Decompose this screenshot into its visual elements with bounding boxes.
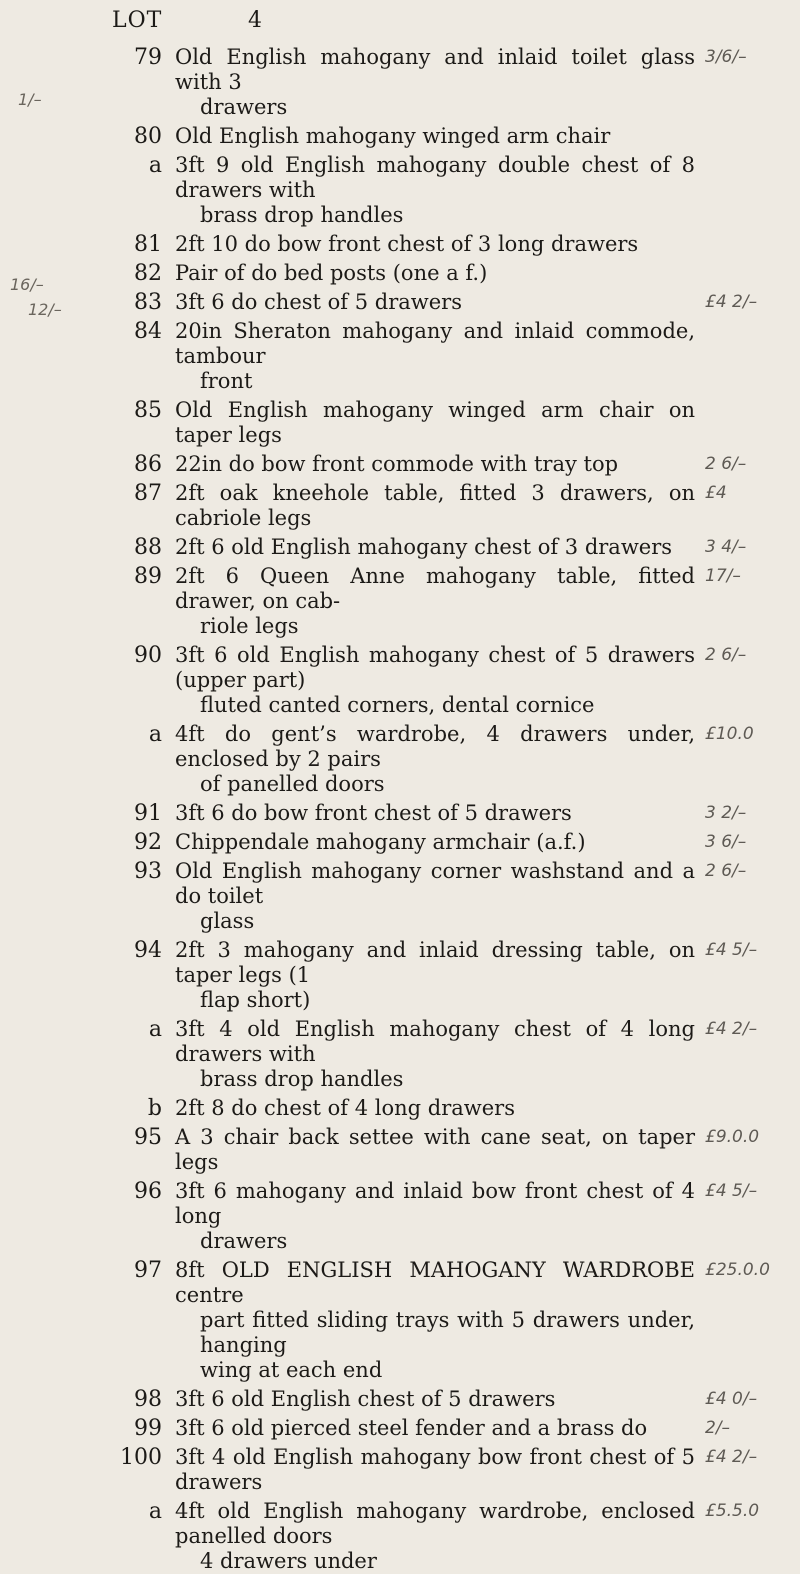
lot-number: 94 bbox=[134, 938, 162, 963]
lot-description bbox=[175, 1179, 695, 1254]
handwritten-price: 2 6/– bbox=[705, 645, 747, 665]
lot-row bbox=[0, 261, 800, 286]
lot-description bbox=[175, 1096, 695, 1121]
handwritten-price: 2 6/– bbox=[705, 454, 747, 474]
lot-number: 83 bbox=[134, 290, 162, 315]
lot-row bbox=[0, 1096, 800, 1121]
lot-number: 80 bbox=[134, 124, 162, 149]
handwritten-price: £5.5.0 bbox=[705, 1501, 760, 1521]
lot-number: a bbox=[148, 722, 162, 747]
description-line: wing at each end bbox=[200, 1358, 383, 1382]
lot-description bbox=[175, 1445, 695, 1495]
lot-description bbox=[175, 1017, 695, 1092]
handwritten-price: 3 2/– bbox=[705, 803, 747, 823]
description-line: part fitted sliding trays with 5 drawers under, hanging bbox=[200, 1308, 695, 1357]
margin-note: 1/– bbox=[18, 90, 42, 109]
lot-number: b bbox=[147, 1096, 162, 1121]
lot-description bbox=[175, 1416, 695, 1441]
description-line: Old English mahogany and inlaid toilet glass with 3 bbox=[175, 45, 695, 94]
description-line: Old English mahogany winged arm chair bbox=[175, 124, 611, 148]
lot-number: 86 bbox=[134, 452, 162, 477]
lot-row bbox=[0, 564, 800, 639]
lot-number: a bbox=[148, 1017, 162, 1042]
lot-number: 97 bbox=[134, 1258, 162, 1283]
lot-row bbox=[0, 643, 800, 718]
handwritten-price: £4 5/– bbox=[705, 940, 758, 960]
lot-description bbox=[175, 1125, 695, 1175]
lot-row bbox=[0, 938, 800, 1013]
description-line: 3ft 6 old English chest of 5 drawers bbox=[175, 1387, 556, 1411]
lot-list bbox=[0, 45, 800, 1574]
description-line: 4ft do gent’s wardrobe, 4 drawers under, enclosed by 2 pairs bbox=[175, 722, 695, 771]
handwritten-price: £25.0.0 bbox=[705, 1260, 770, 1280]
description-line: Old English mahogany corner washstand and a do toilet bbox=[175, 859, 695, 908]
description-line: Old English mahogany winged arm chair on taper legs bbox=[175, 398, 695, 447]
description-line: brass drop handles bbox=[200, 203, 404, 227]
description-line: 3ft 9 old English mahogany double chest of 8 drawers with bbox=[175, 153, 695, 202]
lot-description bbox=[175, 1499, 695, 1574]
lot-number: 79 bbox=[134, 45, 162, 70]
lot-row bbox=[0, 452, 800, 477]
lot-row bbox=[0, 801, 800, 826]
lot-row bbox=[0, 153, 800, 228]
description-line: 2ft 6 old English mahogany chest of 3 drawers bbox=[175, 535, 673, 559]
description-line: of panelled doors bbox=[200, 772, 385, 796]
description-line: 4ft old English mahogany wardrobe, enclosed panelled doors bbox=[175, 1499, 695, 1548]
description-line: front bbox=[200, 369, 253, 393]
description-line: drawers bbox=[200, 95, 288, 119]
lot-description bbox=[175, 722, 695, 797]
handwritten-price: 3 6/– bbox=[705, 832, 747, 852]
lot-description bbox=[175, 232, 695, 257]
handwritten-price: 3/6/– bbox=[705, 47, 747, 67]
lot-description bbox=[175, 535, 695, 560]
lot-description bbox=[175, 261, 695, 286]
handwritten-price: £10.0 bbox=[705, 724, 754, 744]
description-line: 2ft 6 Queen Anne mahogany table, fitted drawer, on cab- bbox=[175, 564, 695, 613]
lot-row bbox=[0, 859, 800, 934]
description-line: brass drop handles bbox=[200, 1067, 404, 1091]
lot-number: 95 bbox=[134, 1125, 162, 1150]
page-number: 4 bbox=[248, 8, 262, 33]
lot-number: a bbox=[148, 1499, 162, 1524]
lot-number: 92 bbox=[134, 830, 162, 855]
lot-description bbox=[175, 564, 695, 639]
lot-column-heading: LOT bbox=[112, 8, 163, 33]
lot-number: 87 bbox=[134, 481, 162, 506]
margin-note: 12/– bbox=[28, 300, 62, 319]
handwritten-price: £4 2/– bbox=[705, 292, 758, 312]
lot-description bbox=[175, 859, 695, 934]
lot-number: 88 bbox=[134, 535, 162, 560]
description-line: 2ft oak kneehole table, fitted 3 drawers, on cabriole legs bbox=[175, 481, 695, 530]
description-line: 2ft 8 do chest of 4 long drawers bbox=[175, 1096, 515, 1120]
lot-row bbox=[0, 1499, 800, 1574]
lot-row bbox=[0, 481, 800, 531]
lot-row bbox=[0, 535, 800, 560]
lot-row bbox=[0, 1416, 800, 1441]
lot-description bbox=[175, 938, 695, 1013]
lot-row bbox=[0, 1017, 800, 1092]
lot-description bbox=[175, 153, 695, 228]
handwritten-price: 17/– bbox=[705, 566, 741, 586]
lot-row bbox=[0, 1387, 800, 1412]
handwritten-price: 3 4/– bbox=[705, 537, 747, 557]
lot-row bbox=[0, 290, 800, 315]
description-line: Chippendale mahogany armchair (a.f.) bbox=[175, 830, 586, 854]
lot-description bbox=[175, 643, 695, 718]
description-line: 3ft 6 mahogany and inlaid bow front chest of 4 long bbox=[175, 1179, 695, 1228]
lot-description bbox=[175, 830, 695, 855]
margin-note: 16/– bbox=[10, 275, 44, 294]
lot-row bbox=[0, 1445, 800, 1495]
lot-description bbox=[175, 481, 695, 531]
description-line: 20in Sheraton mahogany and inlaid commode, tambour bbox=[175, 319, 695, 368]
description-line: A 3 chair back settee with cane seat, on taper legs bbox=[175, 1125, 695, 1174]
lot-description bbox=[175, 124, 695, 149]
description-line: 2ft 10 do bow front chest of 3 long drawers bbox=[175, 232, 639, 256]
handwritten-price: £9.0.0 bbox=[705, 1127, 760, 1147]
lot-number: a bbox=[148, 153, 162, 178]
lot-number: 98 bbox=[134, 1387, 162, 1412]
lot-description bbox=[175, 319, 695, 394]
lot-number: 91 bbox=[134, 801, 162, 826]
lot-number: 84 bbox=[134, 319, 162, 344]
handwritten-price: £4 0/– bbox=[705, 1389, 758, 1409]
lot-number: 85 bbox=[134, 398, 162, 423]
handwritten-price: £4 bbox=[705, 483, 727, 503]
lot-row bbox=[0, 124, 800, 149]
lot-row bbox=[0, 1125, 800, 1175]
lot-row bbox=[0, 398, 800, 448]
lot-number: 82 bbox=[134, 261, 162, 286]
lot-row bbox=[0, 1179, 800, 1254]
lot-row bbox=[0, 1258, 800, 1383]
handwritten-price: £4 5/– bbox=[705, 1181, 758, 1201]
lot-number: 93 bbox=[134, 859, 162, 884]
description-line: 8ft OLD ENGLISH MAHOGANY WARDROBE centre bbox=[175, 1258, 695, 1307]
lot-number: 90 bbox=[134, 643, 162, 668]
lot-number: 89 bbox=[134, 564, 162, 589]
lot-number: 100 bbox=[120, 1445, 162, 1470]
description-line: 3ft 4 old English mahogany bow front chest of 5 drawers bbox=[175, 1445, 695, 1494]
handwritten-price: £4 2/– bbox=[705, 1447, 758, 1467]
lot-description bbox=[175, 398, 695, 448]
handwritten-price: £4 2/– bbox=[705, 1019, 758, 1039]
lot-row bbox=[0, 830, 800, 855]
lot-row bbox=[0, 232, 800, 257]
lot-description bbox=[175, 452, 695, 477]
description-line: Pair of do bed posts (one a f.) bbox=[175, 261, 488, 285]
lot-number: 99 bbox=[134, 1416, 162, 1441]
lot-number: 96 bbox=[134, 1179, 162, 1204]
description-line: glass bbox=[200, 909, 255, 933]
description-line: flap short) bbox=[200, 988, 311, 1012]
description-line: 3ft 6 do chest of 5 drawers bbox=[175, 290, 462, 314]
lot-row bbox=[0, 319, 800, 394]
handwritten-price: 2 6/– bbox=[705, 861, 747, 881]
lot-row bbox=[0, 722, 800, 797]
description-line: 3ft 4 old English mahogany chest of 4 long drawers with bbox=[175, 1017, 695, 1066]
lot-description bbox=[175, 45, 695, 120]
description-line: 22in do bow front commode with tray top bbox=[175, 452, 619, 476]
description-line: 4 drawers under bbox=[200, 1549, 377, 1573]
description-line: 3ft 6 do bow front chest of 5 drawers bbox=[175, 801, 572, 825]
description-line: riole legs bbox=[200, 614, 299, 638]
lot-description bbox=[175, 1387, 695, 1412]
handwritten-price: 2/– bbox=[705, 1418, 731, 1438]
description-line: drawers bbox=[200, 1229, 288, 1253]
description-line: 2ft 3 mahogany and inlaid dressing table, on taper legs (1 bbox=[175, 938, 695, 987]
lot-number: 81 bbox=[134, 232, 162, 257]
description-line: 3ft 6 old English mahogany chest of 5 drawers (upper part) bbox=[175, 643, 695, 692]
lot-description bbox=[175, 290, 695, 315]
lot-description bbox=[175, 1258, 695, 1383]
lot-description bbox=[175, 801, 695, 826]
description-line: 3ft 6 old pierced steel fender and a brass do bbox=[175, 1416, 648, 1440]
lot-row bbox=[0, 45, 800, 120]
description-line: fluted canted corners, dental cornice bbox=[200, 693, 595, 717]
